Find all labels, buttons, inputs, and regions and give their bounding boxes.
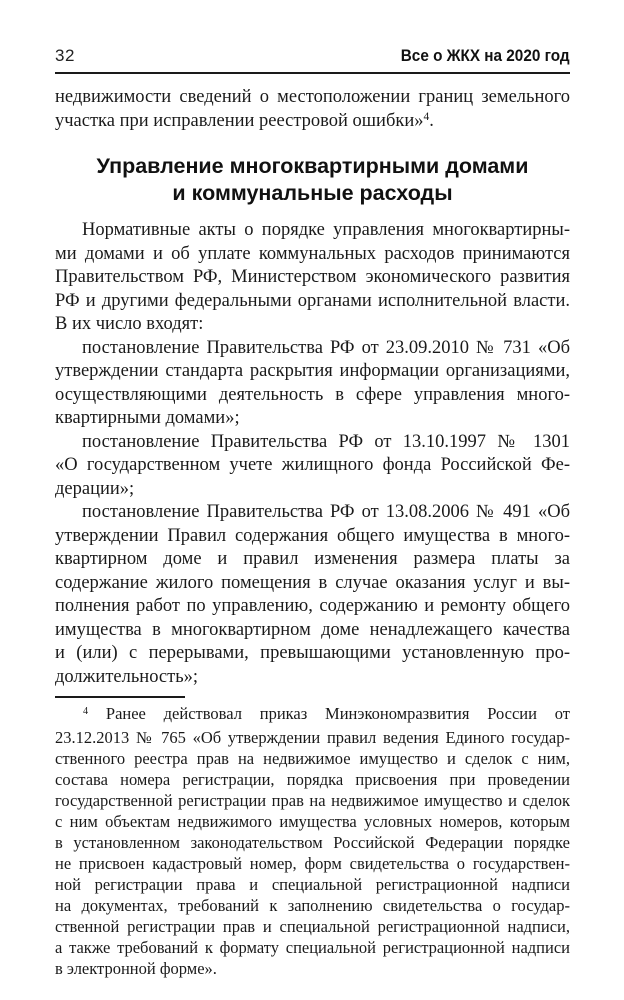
text-line bbox=[55, 769, 570, 790]
text-segment: состава номера регистрации, порядка присвоения при проведении bbox=[55, 770, 570, 789]
running-title: Все о ЖКХ на 2020 год bbox=[401, 46, 570, 65]
text-segment: не присвоен кадастровый номер, форм свидетельства о государствен- bbox=[55, 854, 570, 873]
text-segment: утверждении Правил содержания общего имущества в много- bbox=[55, 525, 570, 546]
text-segment: постановление Правительства РФ от 23.09.2010 № 731 «Об bbox=[82, 337, 570, 358]
footnote-reference-number: 4 bbox=[83, 705, 89, 717]
text-line bbox=[55, 811, 570, 832]
text-line bbox=[55, 666, 570, 690]
section-heading-line-2: и коммунальные расходы bbox=[172, 181, 453, 205]
text-segment: должительность»; bbox=[55, 666, 199, 687]
text-line bbox=[55, 572, 570, 596]
text-segment: на документах, требований к заполнению свидетельства о государ- bbox=[55, 896, 570, 915]
text-line bbox=[55, 360, 570, 384]
text-line bbox=[55, 525, 570, 549]
text-segment: государственной регистрации прав на недвижимое имущество и сделок bbox=[55, 791, 570, 810]
text-segment: в установленном законодательством Российской Федерации порядке bbox=[55, 833, 570, 852]
text-line bbox=[55, 642, 570, 666]
text-segment: имущества в многоквартирном доме ненадлежащего качества bbox=[55, 619, 570, 640]
text-line bbox=[55, 290, 570, 314]
footnote bbox=[55, 703, 570, 979]
text-segment: РФ и другими федеральными органами исполнительной власти. bbox=[55, 290, 570, 311]
text-line bbox=[55, 478, 570, 502]
text-segment: а также требований к формату специальной регистрационной надписи bbox=[55, 938, 570, 957]
text-line bbox=[55, 86, 570, 110]
text-segment: постановление Правительства РФ от 13.08.2006 № 491 «Об bbox=[82, 502, 570, 522]
text-segment: недвижимости сведений о местоположении границ земельного bbox=[55, 87, 570, 107]
text-segment: «О государственном учете жилищного фонда Российской Фе- bbox=[55, 455, 570, 475]
text-line bbox=[55, 313, 570, 337]
text-line bbox=[55, 384, 570, 408]
text-line bbox=[55, 703, 570, 727]
text-segment: в электронной форме». bbox=[55, 959, 217, 978]
text-segment: Ранее действовал приказ Минэкономразвития России от bbox=[88, 704, 570, 723]
page-header bbox=[55, 46, 570, 72]
text-segment: с ним объектам недвижимого имущества условных номеров, которым bbox=[55, 812, 570, 831]
text-segment: квартирном доме и правил изменения размера платы за bbox=[55, 549, 570, 569]
footnote-separator bbox=[55, 696, 185, 698]
body-paragraphs bbox=[55, 219, 570, 689]
text-line bbox=[55, 501, 570, 525]
footnote-reference-number: 4 bbox=[423, 110, 430, 123]
text-line bbox=[55, 748, 570, 769]
text-line bbox=[55, 454, 570, 478]
section-heading bbox=[55, 153, 570, 207]
text-line bbox=[55, 243, 570, 267]
text-line bbox=[55, 958, 570, 979]
text-line bbox=[55, 266, 570, 290]
text-segment: полнения работ по управлению, содержанию и ремонту общего bbox=[55, 596, 570, 616]
intro-paragraph bbox=[55, 86, 570, 135]
text-line bbox=[55, 337, 570, 361]
text-segment: ственного реестра прав на недвижимое имущество и сделок с ним, bbox=[55, 749, 570, 768]
text-segment: утверждении стандарта раскрытия информации организациями, bbox=[55, 361, 570, 381]
text-line bbox=[55, 895, 570, 916]
text-segment: В их число входят: bbox=[55, 314, 204, 334]
text-segment: ной регистрации права и специальной регистрационной надписи bbox=[55, 875, 570, 894]
text-line bbox=[55, 110, 570, 136]
text-line bbox=[55, 219, 570, 243]
text-segment: содержание жилого помещения в случае оказания услуг и вы- bbox=[55, 572, 570, 593]
text-line bbox=[55, 407, 570, 431]
text-line bbox=[55, 832, 570, 853]
text-segment: ми домами и об уплате коммунальных расходов принимаются bbox=[55, 243, 570, 264]
text-line bbox=[55, 619, 570, 643]
text-segment: Нормативные акты о порядке управления многоквартирны- bbox=[82, 220, 570, 240]
text-segment: и (или) с перерывами, превышающими установленную про- bbox=[55, 643, 570, 663]
section-heading-line-1: Управление многоквартирными домами bbox=[96, 154, 529, 178]
text-segment: дерации»; bbox=[55, 478, 135, 499]
text-segment: Правительством РФ, Министерством экономического развития bbox=[55, 267, 570, 287]
text-line bbox=[55, 853, 570, 874]
text-segment: осуществляющими деятельность в сфере управления много- bbox=[55, 384, 570, 405]
text-segment: участка при исправлении реестровой ошибки» bbox=[55, 110, 424, 131]
page-number: 32 bbox=[55, 46, 75, 65]
text-segment: . bbox=[429, 110, 434, 131]
text-line bbox=[55, 727, 570, 748]
header-rule bbox=[55, 72, 570, 74]
text-line bbox=[55, 790, 570, 811]
text-segment: постановление Правительства РФ от 13.10.1997 № 1301 bbox=[82, 431, 570, 452]
text-segment: ственной регистрации прав и специальной регистрационной надписи, bbox=[55, 917, 570, 936]
text-segment: 23.12.2013 № 765 «Об утверждении правил ведения Единого государ- bbox=[55, 728, 570, 747]
text-line bbox=[55, 874, 570, 895]
text-segment: квартирными домами»; bbox=[55, 408, 240, 428]
text-line bbox=[55, 937, 570, 958]
text-line bbox=[55, 548, 570, 572]
text-line bbox=[55, 431, 570, 455]
text-line bbox=[55, 916, 570, 937]
text-line bbox=[55, 595, 570, 619]
